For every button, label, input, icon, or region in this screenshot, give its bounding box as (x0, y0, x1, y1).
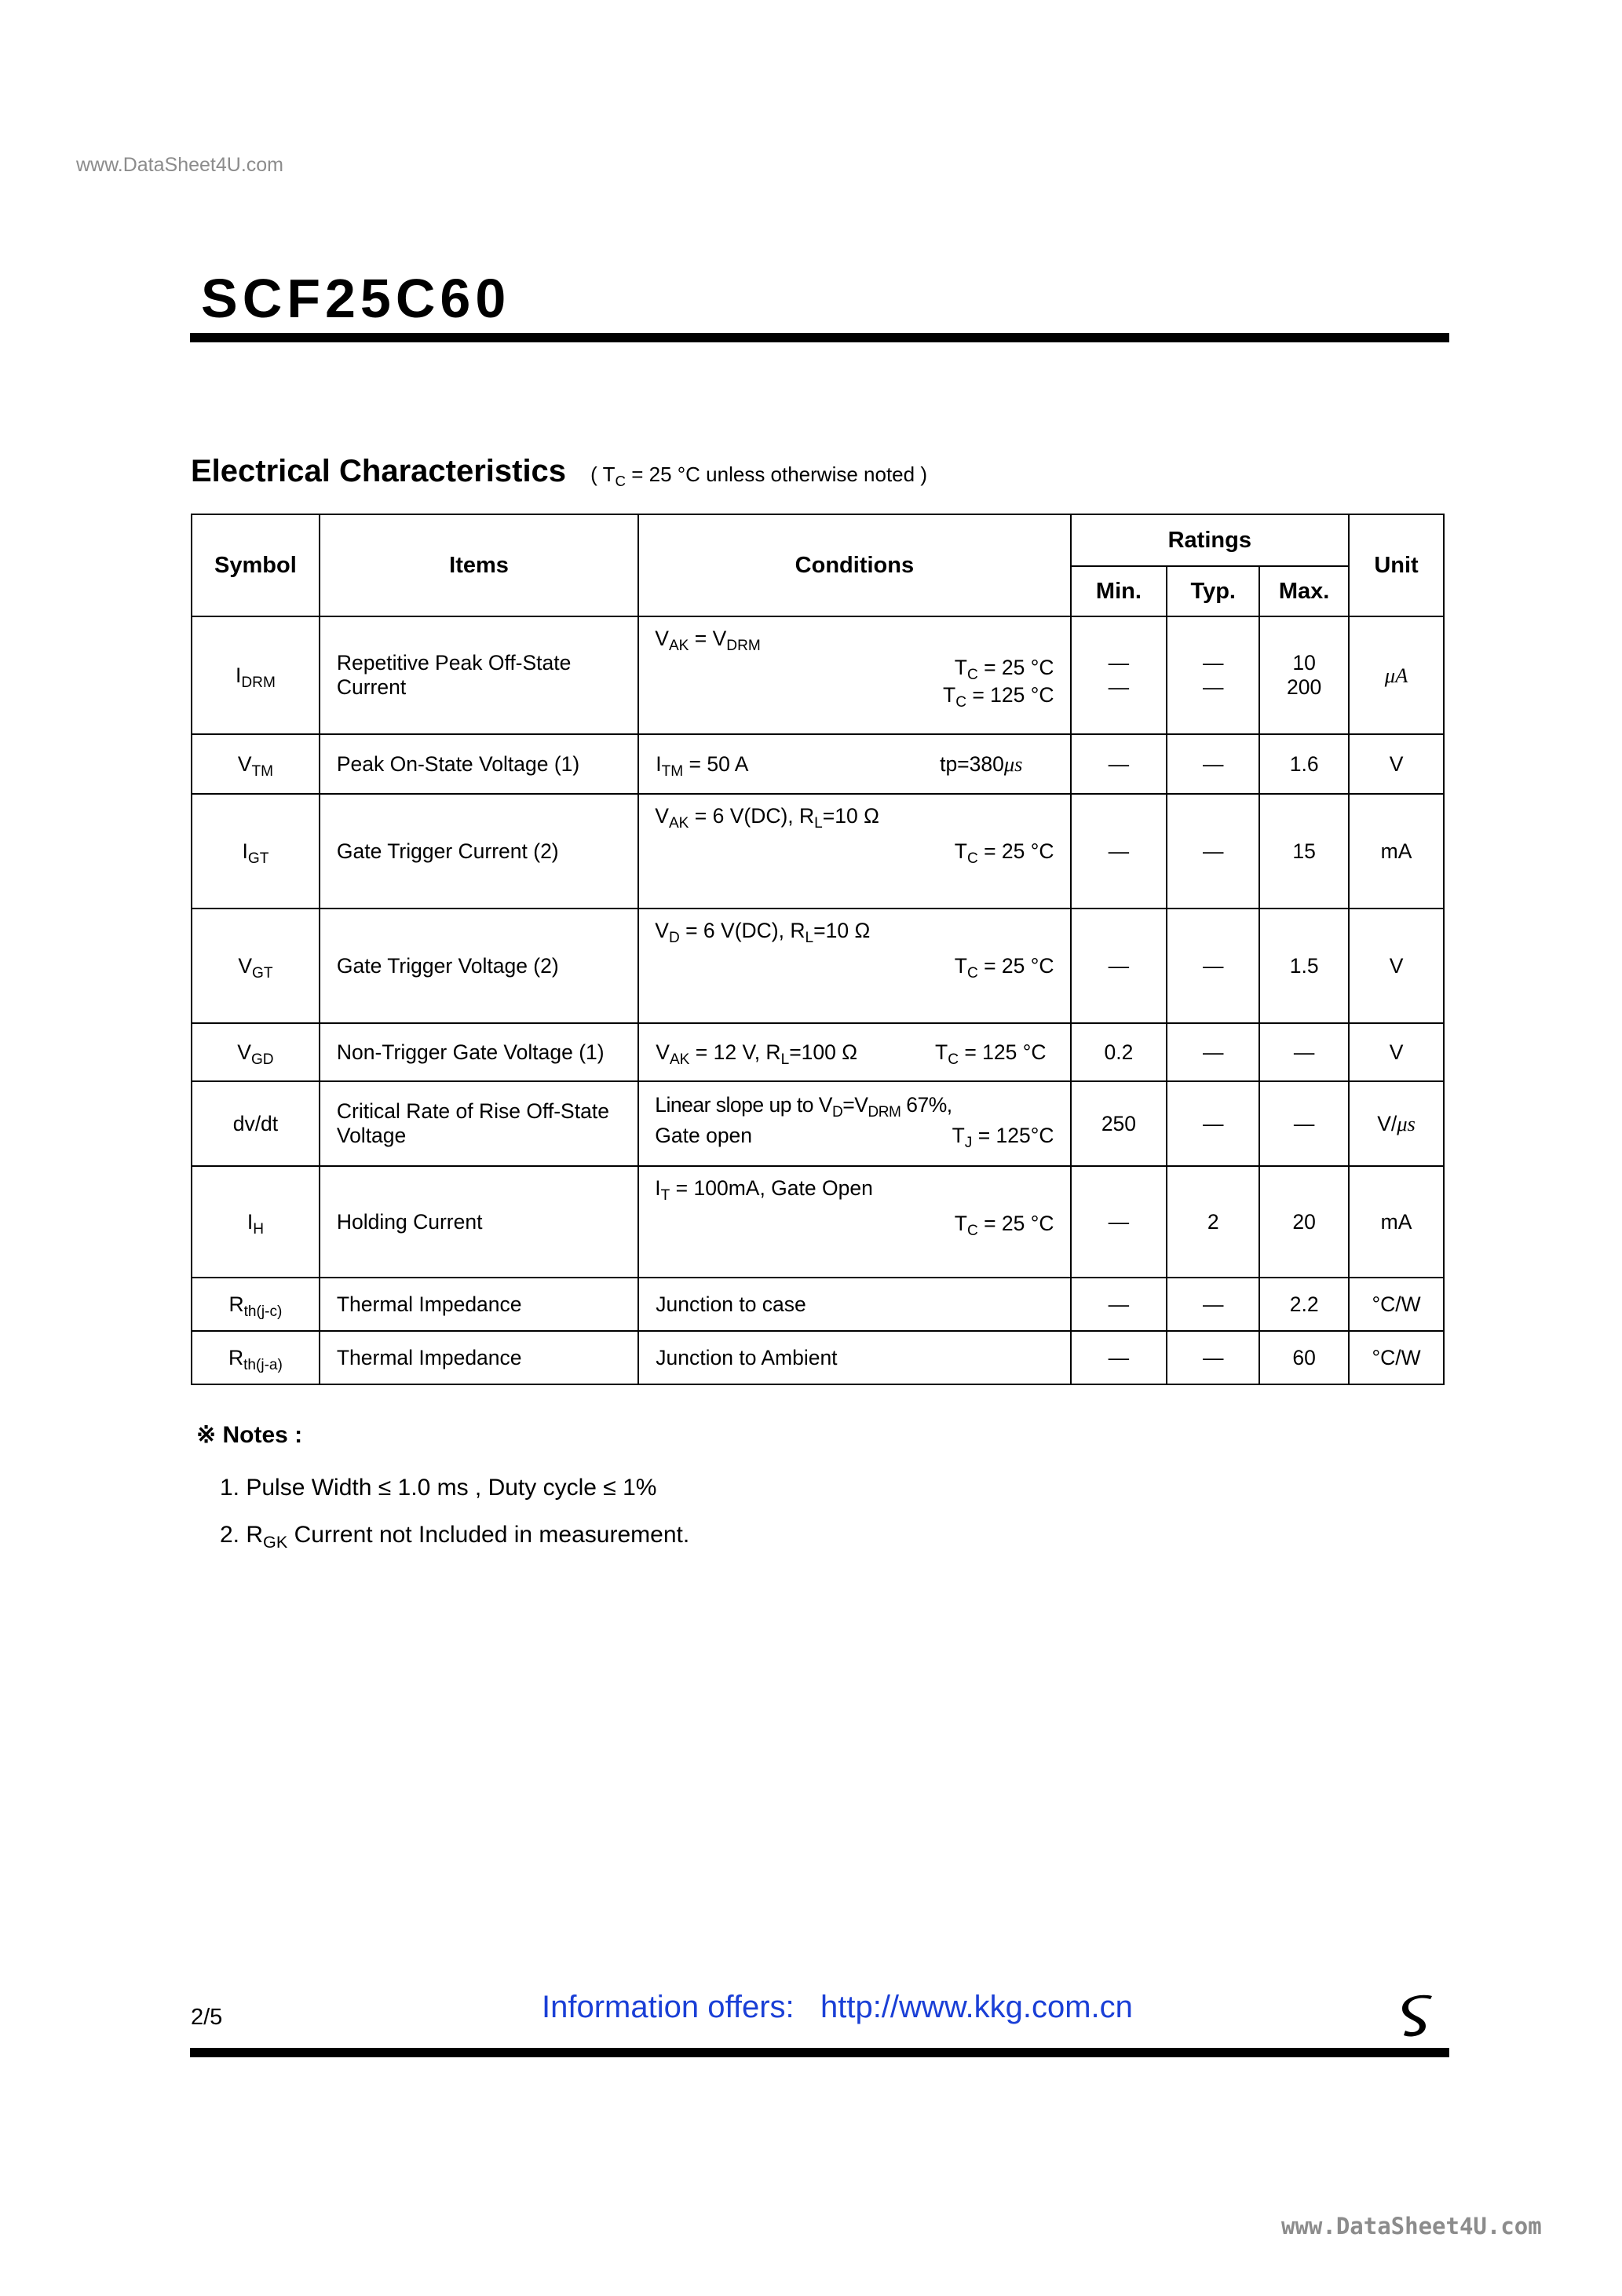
header-ratings: Ratings (1071, 514, 1350, 566)
section-heading-wrap (191, 454, 927, 489)
max-cell: 2.2 (1259, 1278, 1349, 1331)
unit-cell: V (1349, 1023, 1444, 1081)
section-heading: Electrical Characteristics (191, 454, 567, 488)
item-cell: Gate Trigger Voltage (2) (320, 909, 638, 1023)
symbol-cell: $V_{TM}$ (192, 734, 320, 794)
min-cell: — (1071, 734, 1167, 794)
header-max: Max. (1259, 566, 1349, 616)
symbol-cell: $I_H$ (192, 1166, 320, 1278)
min-cell: — (1071, 909, 1167, 1023)
table-row (192, 1023, 1444, 1081)
unit-cell: mA (1349, 794, 1444, 909)
typ-cell: — (1167, 1023, 1259, 1081)
item-cell: Thermal Impedance (320, 1278, 638, 1331)
notes-heading: ※ Notes : (196, 1422, 303, 1448)
unit-cell: μA (1349, 616, 1444, 734)
unit-cell: V (1349, 734, 1444, 794)
note-2: 2. $R_{GK}$ Current not Included in measurement. (220, 1522, 690, 1552)
condition-cell: $I_T = 100mA$, Gate Open $T_C = 25$ °C (638, 1166, 1070, 1278)
typ-cell: 2 (1167, 1166, 1259, 1278)
condition-cell: Junction to case (638, 1278, 1070, 1331)
max-cell: 1.6 (1259, 734, 1349, 794)
unit-cell: °C/W (1349, 1331, 1444, 1384)
min-cell: 250 (1071, 1081, 1167, 1166)
section-condition: ( $T_C = 25$ °C unless otherwise noted ) (590, 462, 927, 489)
unit-cell: V/μs (1349, 1081, 1444, 1166)
symbol-cell: $I_{DRM}$ (192, 616, 320, 734)
symbol-cell: $I_{GT}$ (192, 794, 320, 909)
bottom-rule (190, 2048, 1449, 2057)
condition-cell: $V_{AK} = V_{DRM}$ $T_C = 25$ °C $T_C = 125$ °C (638, 616, 1070, 734)
table-row (192, 1278, 1444, 1331)
table-row (192, 1081, 1444, 1166)
symbol-cell: $V_{GD}$ (192, 1023, 320, 1081)
typ-cell: — (1167, 1278, 1259, 1331)
symbol-cell: $R_{th(j-a)}$ (192, 1331, 320, 1384)
watermark-top: www.DataSheet4U.com (76, 154, 284, 176)
min-cell: — — (1071, 616, 1167, 734)
header-conditions: Conditions (638, 514, 1070, 616)
max-cell: 15 (1259, 794, 1349, 909)
unit-cell: mA (1349, 1166, 1444, 1278)
note-1: 1. Pulse Width ≤ 1.0 ms , Duty cycle ≤ 1% (220, 1475, 657, 1501)
table-row (192, 1166, 1444, 1278)
symbol-cell: $R_{th(j-c)}$ (192, 1278, 320, 1331)
symbol-cell: $V_{GT}$ (192, 909, 320, 1023)
typ-cell: — (1167, 909, 1259, 1023)
unit-cell: V (1349, 909, 1444, 1023)
max-cell: 10 200 (1259, 616, 1349, 734)
min-cell: 0.2 (1071, 1023, 1167, 1081)
table-row (192, 1331, 1444, 1384)
typ-cell: — — (1167, 616, 1259, 734)
condition-cell: $V_{AK} = 12$ V, $R_L=100$ Ω $T_C = 125$ °C (638, 1023, 1070, 1081)
item-cell: Non-Trigger Gate Voltage (1) (320, 1023, 638, 1081)
condition-cell: $I_{TM} = 50$ A tp=380μs (638, 734, 1070, 794)
max-cell: 20 (1259, 1166, 1349, 1278)
item-cell: Critical Rate of Rise Off-State Voltage (320, 1081, 638, 1166)
typ-cell: — (1167, 794, 1259, 909)
typ-cell: — (1167, 734, 1259, 794)
max-cell: — (1259, 1081, 1349, 1166)
condition-cell: Linear slope up to $V_D=V_{DRM}$ 67%, Gate open $T_J = 125^\circ C$ (638, 1081, 1070, 1166)
item-cell: Holding Current (320, 1166, 638, 1278)
unit-cell: °C/W (1349, 1278, 1444, 1331)
top-rule (190, 333, 1449, 342)
item-cell: Peak On-State Voltage (1) (320, 734, 638, 794)
info-link[interactable]: Information offers: http://www.kkg.com.cn (542, 1990, 1133, 2024)
table-row (192, 734, 1444, 794)
watermark-bottom: www.DataSheet4U.com (1281, 2213, 1542, 2239)
table-row (192, 616, 1444, 734)
min-cell: — (1071, 794, 1167, 909)
part-number-title: SCF25C60 (201, 268, 511, 329)
s-logo-icon (1399, 1994, 1438, 2042)
header-items: Items (320, 514, 638, 616)
item-cell: Thermal Impedance (320, 1331, 638, 1384)
item-cell: Gate Trigger Current (2) (320, 794, 638, 909)
electrical-characteristics-table (191, 514, 1445, 1385)
condition-cell: Junction to Ambient (638, 1331, 1070, 1384)
condition-cell: $V_{AK} = 6$ V(DC), $R_L=10$ Ω $T_C = 25$ °C (638, 794, 1070, 909)
table-row (192, 794, 1444, 909)
condition-cell: $V_D = 6$ V(DC), $R_L=10$ Ω $T_C = 25$ °C (638, 909, 1070, 1023)
header-unit: Unit (1349, 514, 1444, 616)
typ-cell: — (1167, 1081, 1259, 1166)
header-typ: Typ. (1167, 566, 1259, 616)
max-cell: 60 (1259, 1331, 1349, 1384)
page-number: 2/5 (191, 2005, 223, 2030)
symbol-cell: dv/dt (192, 1081, 320, 1166)
min-cell: — (1071, 1331, 1167, 1384)
max-cell: — (1259, 1023, 1349, 1081)
min-cell: — (1071, 1166, 1167, 1278)
header-symbol: Symbol (192, 514, 320, 616)
min-cell: — (1071, 1278, 1167, 1331)
header-min: Min. (1071, 566, 1167, 616)
item-cell: Repetitive Peak Off-State Current (320, 616, 638, 734)
typ-cell: — (1167, 1331, 1259, 1384)
table-row (192, 909, 1444, 1023)
max-cell: 1.5 (1259, 909, 1349, 1023)
